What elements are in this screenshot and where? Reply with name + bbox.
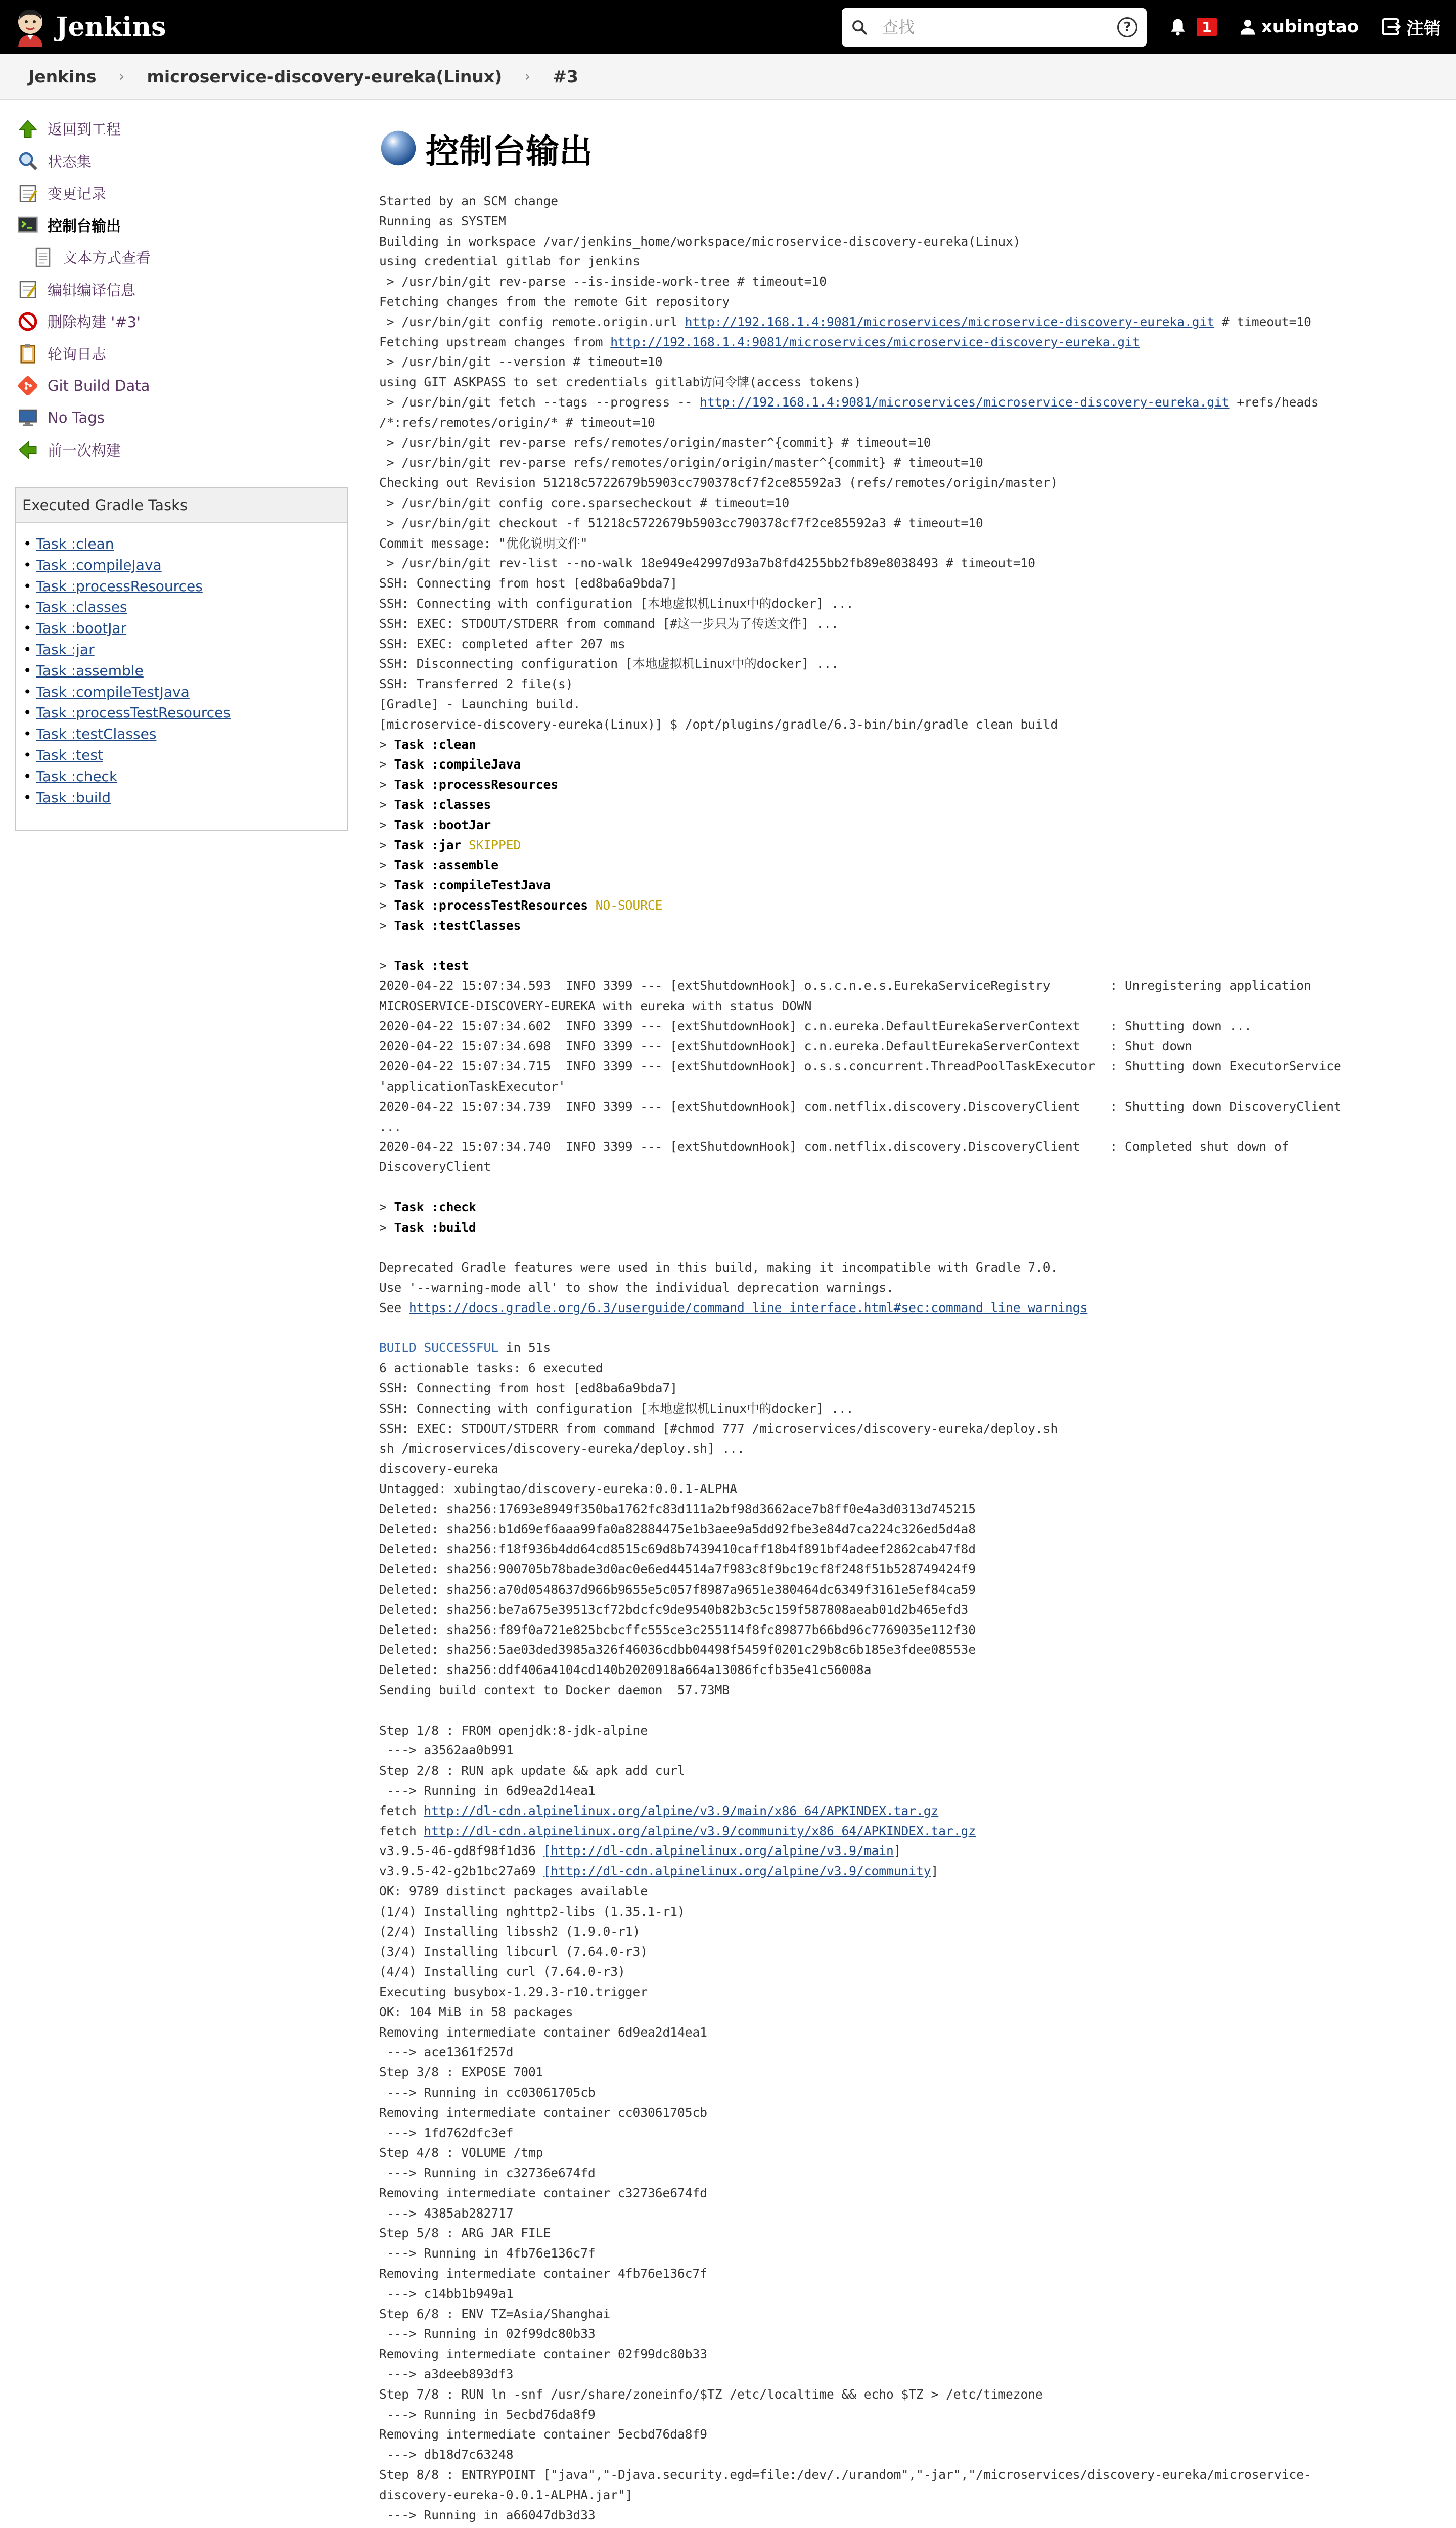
console-line: BUILD SUCCESSFUL in 51s [379, 1340, 551, 1356]
console-line: Untagged: xubingtao/discovery-eureka:0.0.1-ALPHA [379, 1481, 738, 1496]
console-line [379, 2525, 1446, 2528]
console-line: 2020-04-22 15:07:34.739 INFO 3399 --- [extShutdownHook] com.netflix.discovery.DiscoveryClient : Shutting down DiscoveryClient [379, 1099, 1341, 1114]
console-line: > /usr/bin/git rev-parse refs/remotes/origin/master^{commit} # timeout=10 [379, 435, 931, 450]
user-name: xubingtao [1261, 17, 1359, 37]
console-link[interactable]: [http://dl-cdn.alpinelinux.org/alpine/v3.9/community [543, 1864, 931, 1879]
console-task-name: Task :test [394, 958, 469, 973]
task-outcome-label: NO-SOURCE [595, 897, 663, 913]
gradle-task-link[interactable]: • Task :jar [23, 639, 347, 660]
sidebar-item-previous-build[interactable]: 前一次构建 [16, 434, 354, 466]
side-panel [0, 100, 354, 806]
breadcrumb-project[interactable]: microservice-discovery-eureka(Linux) [147, 66, 503, 86]
console-line: > Task :compileTestJava [379, 878, 551, 893]
console-line: > Task :check [379, 1199, 476, 1214]
console-line: Step 1/8 : FROM openjdk:8-jdk-alpine [379, 1723, 648, 1738]
console-line: Deleted: sha256:f18f936b4dd64cd8515c69d8b7439410caff18b4f891bf4adeef2862cab47f8d [379, 1542, 976, 1557]
gradle-panel-title: Executed Gradle Tasks [16, 488, 347, 523]
no-entry-icon [16, 310, 39, 333]
console-line: sh /microservices/discovery-eureka/deploy.sh] ... [379, 1441, 745, 1456]
console-link[interactable]: http://192.168.1.4:9081/microservices/microservice-discovery-eureka.git [700, 394, 1230, 410]
sidebar-item-no-tags[interactable]: No Tags [16, 402, 354, 434]
console-line: > Task :compileJava [379, 757, 521, 772]
console-line: > /usr/bin/git rev-parse refs/remotes/origin/origin/master^{commit} # timeout=10 [379, 455, 983, 470]
console-line: > /usr/bin/git config remote.origin.url http://192.168.1.4:9081/microservices/microservice-discovery-eureka.git # timeout=10 [379, 314, 1311, 329]
git-icon [16, 374, 39, 397]
console-line: 'applicationTaskExecutor' [379, 1079, 566, 1094]
console-line: Checking out Revision 51218c5722679b5903cc790378cf7f2ce85592a3 (refs/remotes/origin/master) [379, 475, 1058, 490]
console-line: SSH: Transferred 2 file(s) [379, 676, 573, 692]
console-task-name: Task :testClasses [394, 918, 521, 933]
breadcrumb-build[interactable]: #3 [553, 66, 578, 86]
console-line: Step 2/8 : RUN apk update && apk add curl [379, 1763, 685, 1778]
breadcrumb-separator: › [118, 67, 125, 85]
console-line: SSH: Connecting with configuration [本地虚拟机Linux中的docker] ... [379, 596, 854, 611]
console-line [379, 1318, 1446, 1338]
console-line: [Gradle] - Launching build. [379, 696, 581, 711]
blue-ball-icon [379, 129, 418, 167]
console-line: ---> 1fd762dfc3ef [379, 2125, 514, 2140]
gradle-task-link[interactable]: • Task :clean [23, 533, 347, 555]
gradle-task-link[interactable]: • Task :assemble [23, 660, 347, 682]
console-link[interactable]: [http://dl-cdn.alpinelinux.org/alpine/v3.9/main [543, 1843, 894, 1859]
jenkins-butler-icon [14, 7, 47, 47]
console-line: Deleted: sha256:b1d69ef6aaa99fa0a82884475e1b3aee9a5dd92fbe3e84d7ca224c326ed5d4a8 [379, 1521, 976, 1537]
console-line: Sending build context to Docker daemon 57.73MB [379, 1682, 730, 1697]
page-title: 控制台输出 [426, 131, 593, 171]
console-line: Started by an SCM change [379, 194, 559, 208]
console-line: [microservice-discovery-eureka(Linux)] $ /opt/plugins/gradle/6.3-bin/bin/gradle clean build [379, 716, 1058, 732]
console-line: > /usr/bin/git checkout -f 51218c5722679b5903cc790378cf7f2ce85592a3 # timeout=10 [379, 515, 983, 530]
console-line: ---> db18d7c63248 [379, 2447, 514, 2462]
console-line: MICROSERVICE-DISCOVERY-EUREKA with eureka with status DOWN [379, 998, 812, 1013]
gradle-task-link[interactable]: • Task :compileJava [23, 555, 347, 576]
build-status-label: BUILD SUCCESSFUL [379, 1340, 499, 1356]
console-line: Deleted: sha256:a70d0548637d966b9655e5c057f8987a9651e380464dc6349f3161e5ef84ca59 [379, 1582, 976, 1597]
console-line: Deleted: sha256:be7a675e39513cf72bdcfc9de9540b82b3c5c159f587808aeab01d2b465efd3 [379, 1602, 969, 1617]
console-line [379, 1177, 1446, 1197]
console-task-name: Task :clean [394, 737, 476, 752]
console-line: (1/4) Installing nghttp2-libs (1.35.1-r1) [379, 1904, 685, 1919]
console-line: SSH: Connecting from host [ed8ba6a9bda7] [379, 1381, 678, 1396]
console-line: OK: 9789 distinct packages available [379, 1883, 648, 1899]
console-line: > Task :processTestResources NO-SOURCE [379, 897, 663, 913]
sidebar-item-edit-build-info[interactable]: 编辑编译信息 [16, 274, 354, 306]
help-icon[interactable]: ? [1117, 17, 1138, 37]
console-line: Step 5/8 : ARG JAR_FILE [379, 2226, 551, 2241]
up-arrow-icon [16, 117, 39, 141]
executed-gradle-tasks-panel [15, 487, 348, 831]
console-link[interactable]: http://dl-cdn.alpinelinux.org/alpine/v3.9/community/x86_64/APKINDEX.tar.gz [424, 1823, 976, 1838]
sidebar-item-polling-log[interactable]: 轮询日志 [16, 338, 354, 370]
console-line: Step 6/8 : ENV TZ=Asia/Shanghai [379, 2306, 611, 2321]
console-line: > /usr/bin/git --version # timeout=10 [379, 354, 663, 370]
console-output [379, 191, 1446, 2528]
console-line: Step 3/8 : EXPOSE 7001 [379, 2065, 543, 2080]
console-line: Removing intermediate container cc03061705cb [379, 2105, 708, 2120]
console-line: Step 7/8 : RUN ln -snf /usr/share/zoneinfo/$TZ /etc/localtime && echo $TZ > /etc/timezone [379, 2386, 1043, 2402]
console-line: ---> Running in 6d9ea2d14ea1 [379, 1783, 596, 1798]
console-link[interactable]: http://192.168.1.4:9081/microservices/microservice-discovery-eureka.git [685, 314, 1215, 329]
console-task-name: Task :classes [394, 797, 491, 812]
sidebar-item-console-output[interactable]: 控制台输出 [16, 209, 354, 242]
gradle-task-link[interactable]: • Task :bootJar [23, 618, 347, 639]
sidebar-item-back-to-project[interactable]: 返回到工程 [16, 113, 354, 145]
console-line: ---> 4385ab282717 [379, 2205, 514, 2221]
console-line: > /usr/bin/git fetch --tags --progress -- http://192.168.1.4:9081/microservices/microservice-discovery-eureka.git +refs/heads [379, 394, 1319, 410]
console-line: 2020-04-22 15:07:34.698 INFO 3399 --- [extShutdownHook] c.n.eureka.DefaultEurekaServerContext : Shut down [379, 1039, 1192, 1054]
console-line: Deleted: sha256:17693e8949f350ba1762fc83d111a2bf98d3662ace7b8ff0e4a3d0313d745215 [379, 1501, 976, 1516]
console-line: v3.9.5-46-gd8f98f1d36 [http://dl-cdn.alpinelinux.org/alpine/v3.9/main] [379, 1843, 901, 1859]
gradle-task-link[interactable]: • Task :classes [23, 597, 347, 618]
console-line: Deleted: sha256:ddf406a4104cd140b2020918a664a13086fcfb35e41c56008a [379, 1662, 872, 1678]
console-line: Running as SYSTEM [379, 213, 506, 229]
gradle-task-link[interactable]: • Task :testClasses [23, 724, 347, 745]
user-icon [1239, 18, 1256, 35]
sidebar-item-status[interactable]: 状态集 [16, 145, 354, 177]
console-line: > /usr/bin/git config core.sparsecheckout # timeout=10 [379, 495, 790, 510]
console-line: > Task :bootJar [379, 817, 491, 832]
user-menu[interactable] [1239, 17, 1359, 37]
console-line: v3.9.5-42-g2b1bc27a69 [http://dl-cdn.alpinelinux.org/alpine/v3.9/community] [379, 1864, 939, 1879]
console-line: Step 8/8 : ENTRYPOINT ["java","-Djava.security.egd=file:/dev/./urandom","-jar","/microservices/discovery-eureka/microservice- [379, 2467, 1311, 2482]
document-icon [31, 246, 55, 269]
console-line: using credential gitlab_for_jenkins [379, 254, 641, 269]
console-line: (3/4) Installing libcurl (7.64.0-r3) [379, 1944, 648, 1959]
console-line: Use '--warning-mode all' to show the individual deprecation warnings. [379, 1280, 894, 1295]
console-line: Deleted: sha256:5ae03ded3985a326f46036cdbb04498f5459f0201c29b8c6b185e3fdee08553e [379, 1642, 976, 1657]
notepad-edit-icon [16, 278, 39, 301]
sidebar-item-delete-build[interactable]: 删除构建 '#3' [16, 305, 354, 338]
console-line: (2/4) Installing libssh2 (1.9.0-r1) [379, 1924, 641, 1939]
gradle-task-link[interactable]: • Task :processTestResources [23, 702, 347, 724]
console-line: > Task :jar SKIPPED [379, 837, 521, 852]
console-line: SSH: EXEC: completed after 207 ms [379, 636, 625, 651]
console-line: 2020-04-22 15:07:34.602 INFO 3399 --- [extShutdownHook] c.n.eureka.DefaultEurekaServerContext : Shutting down ... [379, 1018, 1252, 1033]
console-link[interactable]: http://192.168.1.4:9081/microservices/microservice-discovery-eureka.git [610, 334, 1140, 349]
console-line: ---> Running in 4fb76e136c7f [379, 2246, 596, 2261]
console-line: See https://docs.gradle.org/6.3/userguide/command_line_interface.html#sec:command_line_warnings [379, 1300, 1088, 1315]
console-line: SSH: Connecting with configuration [本地虚拟机Linux中的docker] ... [379, 1401, 854, 1416]
console-task-name: Task :check [394, 1199, 476, 1214]
console-line: discovery-eureka [379, 1461, 499, 1476]
console-line: fetch http://dl-cdn.alpinelinux.org/alpine/v3.9/main/x86_64/APKINDEX.tar.gz [379, 1803, 939, 1818]
console-line: Removing intermediate container 4fb76e136c7f [379, 2266, 708, 2281]
console-line: DiscoveryClient [379, 1159, 491, 1175]
console-line: ... [379, 1119, 402, 1134]
console-line: fetch http://dl-cdn.alpinelinux.org/alpine/v3.9/community/x86_64/APKINDEX.tar.gz [379, 1823, 976, 1838]
sidebar-item-plain-text[interactable]: 文本方式查看 [16, 241, 354, 274]
task-list [0, 100, 354, 466]
console-task-name: Task :jar [394, 837, 462, 852]
console-line: OK: 104 MiB in 58 packages [379, 2004, 573, 2019]
console-line: > /usr/bin/git rev-parse --is-inside-work-tree # timeout=10 [379, 274, 827, 289]
console-line: Fetching upstream changes from http://192.168.1.4:9081/microservices/microservice-discovery-eureka.git [379, 334, 1140, 349]
console-task-name: Task :build [394, 1220, 476, 1235]
console-line: Commit message: "优化说明文件" [379, 535, 588, 551]
console-line: ---> Running in c32736e674fd [379, 2165, 596, 2181]
bell-icon [1169, 18, 1187, 36]
search-input[interactable] [881, 17, 1117, 37]
console-line: SSH: EXEC: STDOUT/STDERR from command [#这一步只为了传送文件] ... [379, 616, 839, 631]
search-box[interactable] [842, 8, 1147, 47]
console-line: 6 actionable tasks: 6 executed [379, 1361, 603, 1376]
console-line [379, 1237, 1446, 1257]
console-line: > Task :processResources [379, 777, 559, 792]
console-line: SSH: Connecting from host [ed8ba6a9bda7] [379, 576, 678, 591]
notepad-icon [16, 182, 39, 205]
console-task-name: Task :bootJar [394, 817, 491, 832]
console-task-name: Task :compileTestJava [394, 878, 551, 893]
console-line: 2020-04-22 15:07:34.740 INFO 3399 --- [extShutdownHook] com.netflix.discovery.DiscoveryClient : Completed shut down of [379, 1139, 1289, 1154]
task-outcome-label: SKIPPED [469, 837, 521, 852]
console-line: ---> a3deeb893df3 [379, 2367, 514, 2382]
sidebar-item-git-build-data[interactable]: Git Build Data [16, 370, 354, 402]
console-link[interactable]: https://docs.gradle.org/6.3/userguide/command_line_interface.html#sec:command_line_warnings [409, 1300, 1088, 1315]
console-line [379, 1700, 1446, 1721]
console-line: ---> ace1361f257d [379, 2045, 514, 2060]
notification-count-badge: 1 [1197, 18, 1216, 36]
console-line: > Task :testClasses [379, 918, 521, 933]
console-line: Step 4/8 : VOLUME /tmp [379, 2145, 543, 2160]
logout-label: 注销 [1406, 18, 1441, 39]
console-task-name: Task :processTestResources [394, 897, 588, 913]
console-line: /*:refs/remotes/origin/* # timeout=10 [379, 415, 655, 430]
gradle-task-link[interactable]: • Task :check [23, 766, 347, 787]
console-line: > Task :build [379, 1220, 476, 1235]
console-line: > /usr/bin/git rev-list --no-walk 18e949e42997d93a7b8fd4255bb2fb89e8038493 # timeout=10 [379, 556, 1036, 571]
console-link[interactable]: http://dl-cdn.alpinelinux.org/alpine/v3.9/main/x86_64/APKINDEX.tar.gz [424, 1803, 939, 1818]
console-line: Executing busybox-1.29.3-r10.trigger [379, 1984, 648, 1999]
console-task-name: Task :compileJava [394, 757, 521, 772]
sidebar-item-changes[interactable]: 变更记录 [16, 177, 354, 209]
magnifier-icon [16, 149, 39, 172]
console-line: Deprecated Gradle features were used in this build, making it incompatible with Gradle 7.0. [379, 1260, 1058, 1275]
console-line: ---> c14bb1b949a1 [379, 2286, 514, 2301]
breadcrumb-jenkins[interactable]: Jenkins [28, 66, 97, 86]
console-task-name: Task :assemble [394, 857, 499, 873]
terminal-icon [16, 213, 39, 237]
console-line: SSH: Disconnecting configuration [本地虚拟机Linux中的docker] ... [379, 656, 839, 671]
notifications-button[interactable] [1169, 18, 1216, 36]
console-line [379, 935, 1446, 956]
gradle-task-list [16, 523, 347, 808]
page-title-row [379, 105, 1446, 191]
console-line: using GIT_ASKPASS to set credentials gitlab访问令牌(access tokens) [379, 375, 861, 390]
console-line: ---> Running in cc03061705cb [379, 2085, 596, 2100]
main-panel [379, 100, 1446, 2528]
search-icon [851, 19, 868, 36]
console-line: Removing intermediate container 5ecbd76da8f9 [379, 2427, 708, 2442]
console-line: > Task :assemble [379, 857, 499, 873]
logout-icon [1381, 18, 1401, 36]
console-line: ---> Running in 02f99dc80b33 [379, 2326, 596, 2341]
console-line: ---> Running in a66047db3d33 [379, 2507, 596, 2522]
console-line: 2020-04-22 15:07:34.715 INFO 3399 --- [extShutdownHook] o.s.s.concurrent.ThreadPoolTaskExecutor : Shutting down ExecutorService [379, 1059, 1341, 1074]
console-line: ---> a3562aa0b991 [379, 1743, 514, 1758]
console-line: Deleted: sha256:900705b78bade3d0ac0e6ed44514a7f983c8f9bc19cf8f248f51b528749424f9 [379, 1562, 976, 1577]
console-line: SSH: EXEC: STDOUT/STDERR from command [#chmod 777 /microservices/discovery-eureka/deploy.sh [379, 1421, 1058, 1436]
console-line: Building in workspace /var/jenkins_home/workspace/microservice-discovery-eureka(Linux) [379, 234, 1021, 249]
console-line: ---> Running in 5ecbd76da8f9 [379, 2407, 596, 2422]
clipboard-icon [16, 342, 39, 365]
console-line: > Task :clean [379, 737, 476, 752]
console-line: > Task :classes [379, 797, 491, 812]
console-line: discovery-eureka-0.0.1-ALPHA.jar"] [379, 2487, 633, 2502]
console-line: > Task :test [379, 958, 469, 973]
console-line: Removing intermediate container 6d9ea2d14ea1 [379, 2024, 708, 2040]
breadcrumb [0, 54, 1456, 100]
gradle-task-link[interactable]: • Task :processResources [23, 576, 347, 597]
console-line: Removing intermediate container c32736e674fd [379, 2185, 708, 2200]
jenkins-logo[interactable] [14, 7, 166, 47]
logout-button[interactable] [1381, 15, 1441, 39]
page-header [0, 0, 1456, 54]
console-line: Fetching changes from the remote Git repository [379, 294, 730, 309]
left-arrow-icon [16, 438, 39, 462]
console-task-name: Task :processResources [394, 777, 559, 792]
gradle-task-link[interactable]: • Task :test [23, 745, 347, 766]
console-line: Deleted: sha256:f89f0a721e825bcbcffc555ce3c255114f8fc89877b66bd96c7769035e112f30 [379, 1622, 976, 1637]
brand-name: Jenkins [56, 11, 166, 42]
breadcrumb-separator: › [524, 67, 531, 85]
console-line: 2020-04-22 15:07:34.593 INFO 3399 --- [extShutdownHook] o.s.c.n.e.s.EurekaServiceRegistry : Unregistering application [379, 978, 1311, 994]
gradle-task-link[interactable]: • Task :build [23, 787, 347, 808]
console-line: (4/4) Installing curl (7.64.0-r3) [379, 1964, 625, 1979]
console-line: Removing intermediate container 02f99dc80b33 [379, 2346, 708, 2362]
gradle-task-link[interactable]: • Task :compileTestJava [23, 682, 347, 703]
monitor-icon [16, 406, 39, 429]
